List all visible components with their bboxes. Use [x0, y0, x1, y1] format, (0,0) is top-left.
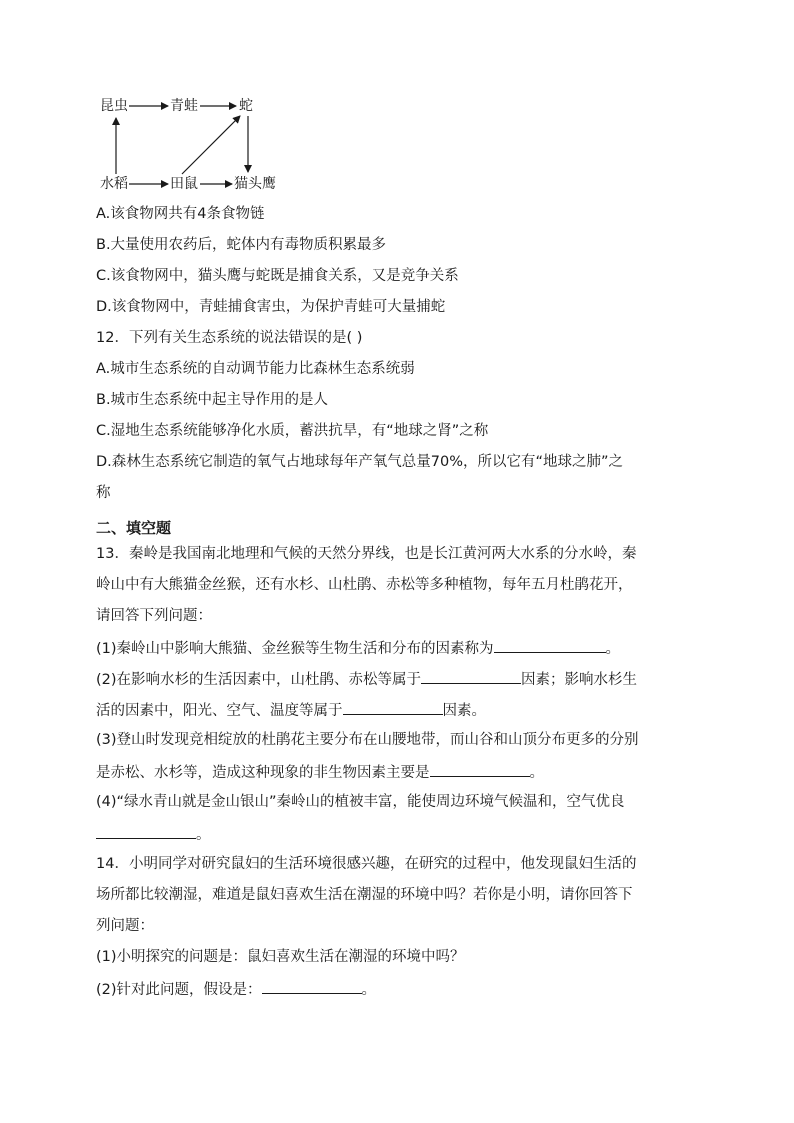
q13-part3-line1: (3)登山时发现竞相绽放的杜鹃花主要分布在山腰地带，而山谷和山顶分布更多的分别 — [96, 732, 639, 748]
q14-part2 — [96, 978, 376, 1000]
answer-blank[interactable] — [494, 637, 606, 653]
q11-option-b: B.大量使用农药后，蛇体内有毒物质积累最多 — [96, 237, 387, 253]
answer-blank[interactable] — [96, 823, 196, 839]
q12-option-b: B.城市生态系统中起主导作用的是人 — [96, 392, 329, 408]
node-mouse: 田鼠 — [170, 176, 198, 192]
q13-part3-line2 — [96, 761, 544, 783]
q14-stem-line3: 列问题： — [96, 918, 154, 934]
food-web-diagram — [96, 92, 296, 202]
answer-blank[interactable] — [421, 668, 521, 684]
q13-part2-line2 — [96, 699, 486, 721]
q11-option-d: D.该食物网中，青蛙捕食害虫，为保护青蛙可大量捕蛇 — [96, 299, 446, 315]
q13-stem-line3: 请回答下列问题： — [96, 608, 212, 624]
q13-stem-line1: 13．秦岭是我国南北地理和气候的天然分界线，也是长江黄河两大水系的分水岭，秦 — [96, 546, 637, 562]
q12-option-a: A.城市生态系统的自动调节能力比森林生态系统弱 — [96, 361, 415, 377]
answer-blank[interactable] — [262, 978, 362, 994]
q14-part2-text: (2)针对此问题，假设是： — [96, 982, 262, 998]
q11-option-a: A.该食物网共有4条食物链 — [96, 206, 265, 222]
q13-part4-line2 — [96, 823, 211, 845]
q12-option-d: D.森林生态系统它制造的氧气占地球每年产氧气总量70%，所以它有“地球之肺”之 — [96, 454, 624, 470]
q13-part2-text-d: 因素。 — [442, 703, 486, 719]
q11-option-c: C.该食物网中，猫头鹰与蛇既是捕食关系，又是竞争关系 — [96, 268, 459, 284]
q14-part1: (1)小明探究的问题是：鼠妇喜欢生活在潮湿的环境中吗？ — [96, 949, 465, 965]
q12-stem: 12．下列有关生态系统的说法错误的是( ) — [96, 330, 363, 346]
q13-part2-text-b: 因素；影响水杉生 — [521, 672, 638, 688]
q13-part3-text: 是赤松、水杉等，造成这种现象的非生物因素主要是 — [96, 765, 430, 781]
node-snake: 蛇 — [239, 98, 253, 114]
q12-option-c: C.湿地生态系统能够净化水质，蓄洪抗旱，有“地球之肾”之称 — [96, 423, 489, 439]
node-insect: 昆虫 — [100, 98, 128, 114]
q13-part4-line1: (4)“绿水青山就是金山银山”秦岭山的植被丰富，能使周边环境气候温和，空气优良 — [96, 794, 625, 810]
q13-part2-text-a: (2)在影响水杉的生活因素中，山杜鹃、赤松等属于 — [96, 672, 422, 688]
q13-stem-line2: 岭山中有大熊猫金丝猴，还有水杉、山杜鹃、赤松等多种植物，每年五月杜鹃花开， — [96, 577, 633, 593]
q13-part4-end: 。 — [196, 827, 211, 843]
q12-option-d-continued: 称 — [96, 485, 111, 501]
arrow-mouse-snake — [182, 116, 240, 174]
node-frog: 青蛙 — [170, 98, 198, 114]
q13-part1-end: 。 — [605, 641, 621, 657]
node-rice: 水稻 — [100, 176, 128, 192]
q13-part2-line1 — [96, 668, 637, 690]
q13-part1 — [96, 637, 620, 659]
q13-part2-text-c: 活的因素中，阳光、空气、温度等属于 — [96, 703, 343, 719]
section-fill-in-title: 二、填空题 — [96, 519, 172, 537]
q13-part1-text: (1)秦岭山中影响大熊猫、金丝猴等生物生活和分布的因素称为 — [96, 641, 494, 657]
q14-stem-line1: 14．小明同学对研究鼠妇的生活环境很感兴趣，在研究的过程中，他发现鼠妇生活的 — [96, 856, 637, 872]
q13-part3-end: 。 — [529, 765, 544, 781]
answer-blank[interactable] — [430, 761, 530, 777]
answer-blank[interactable] — [343, 699, 443, 715]
node-owl: 猫头鹰 — [234, 176, 276, 192]
q14-stem-line2: 场所都比较潮湿，难道是鼠妇喜欢生活在潮湿的环境中吗？若你是小明，请你回答下 — [96, 887, 633, 903]
q14-part2-end: 。 — [361, 982, 377, 998]
